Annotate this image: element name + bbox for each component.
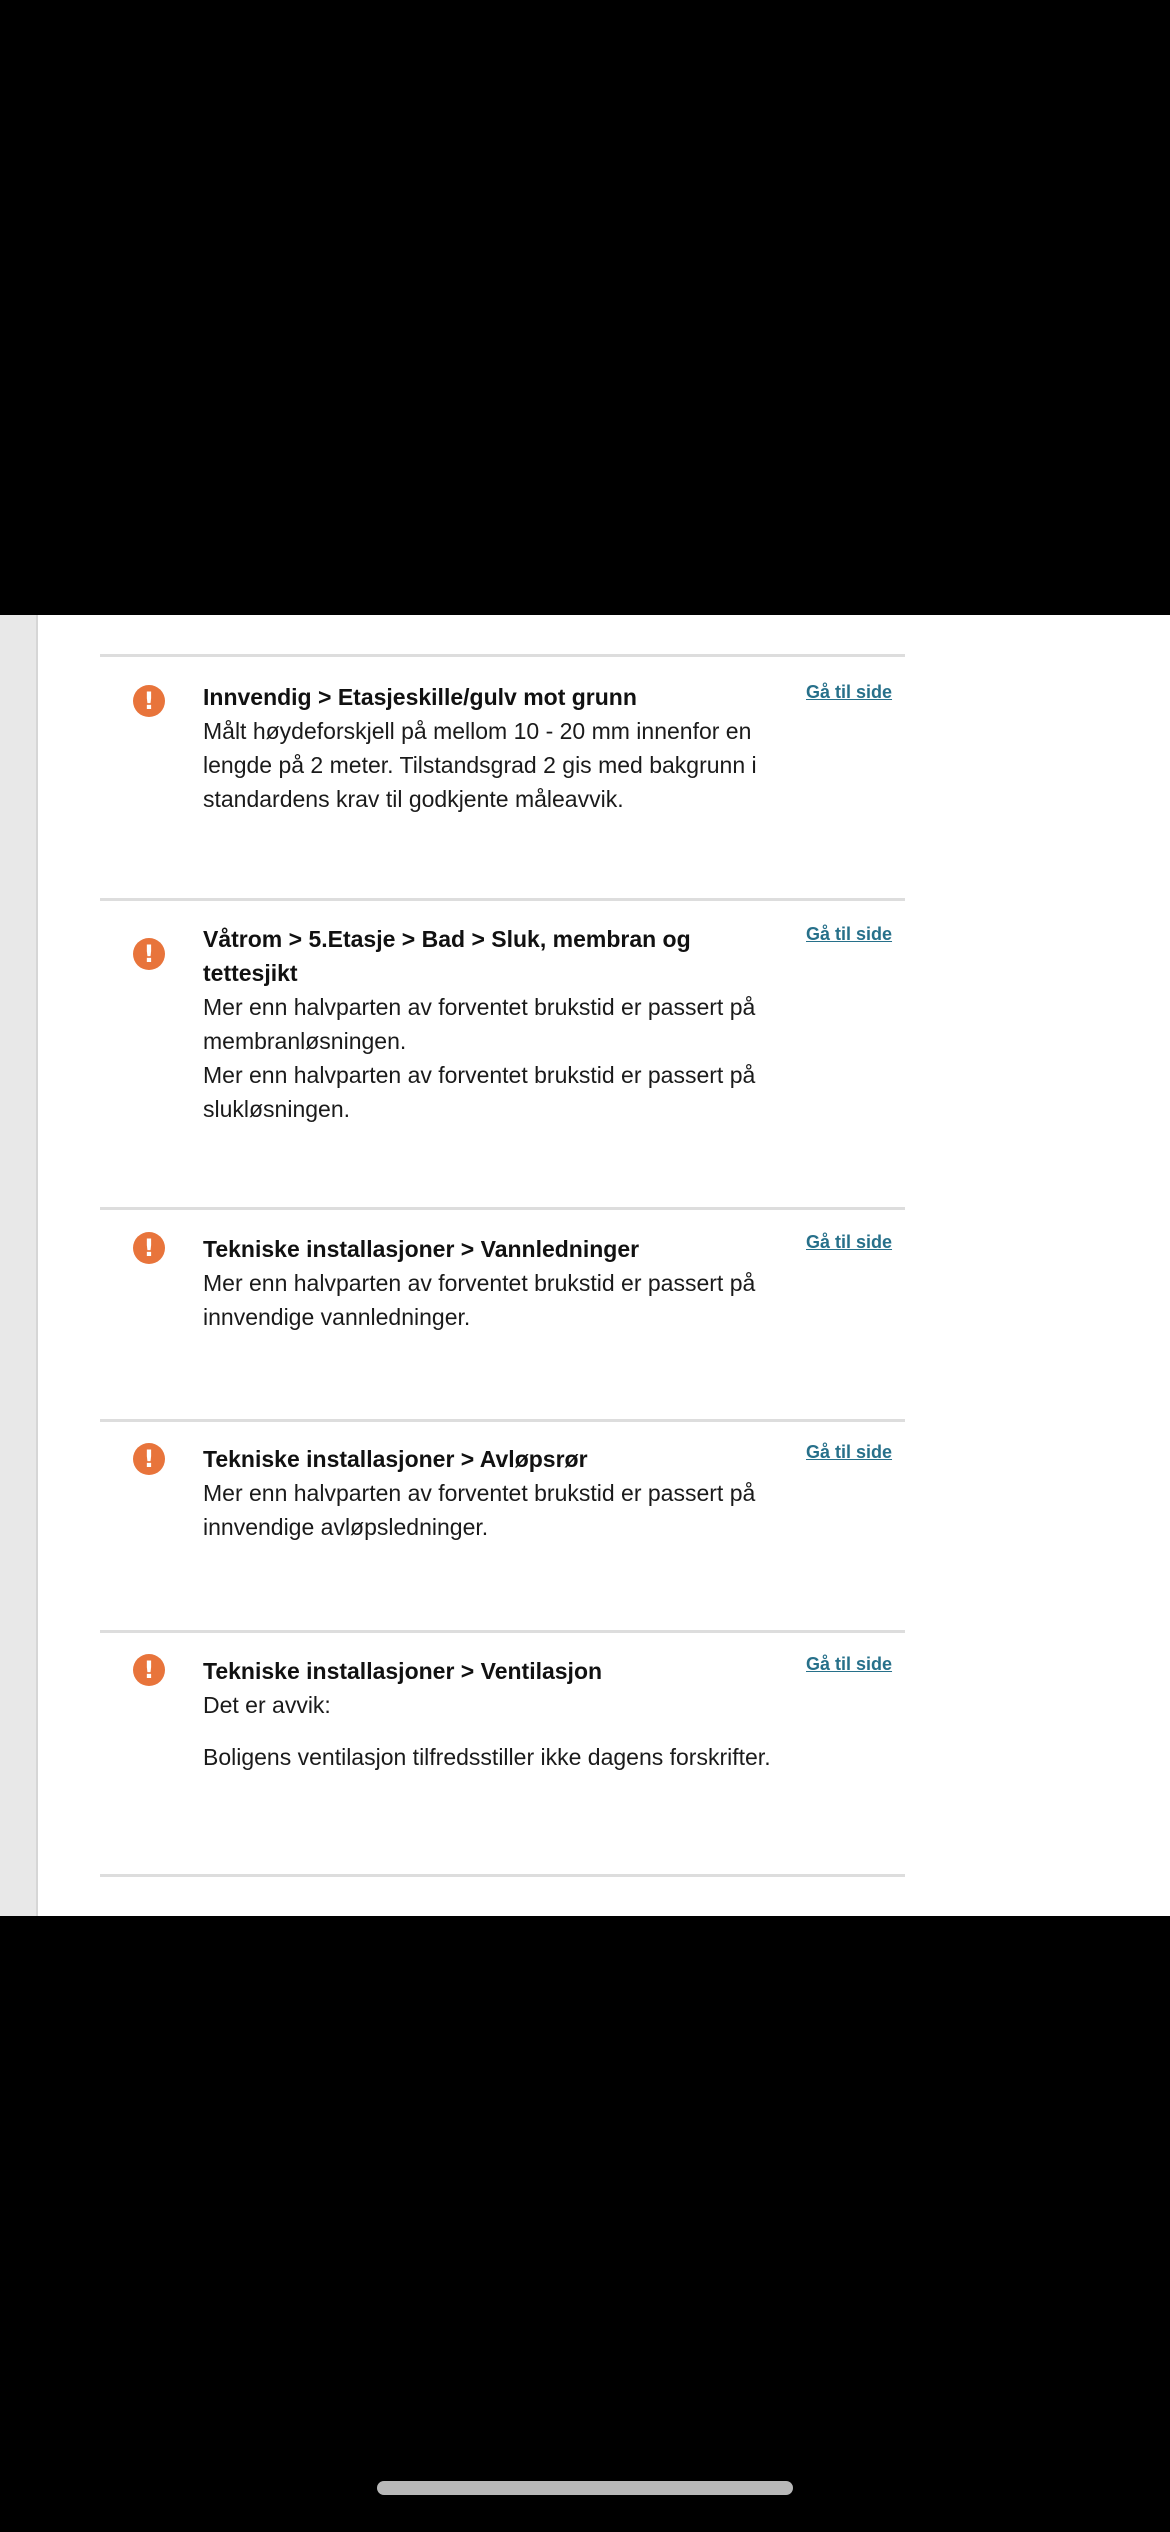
item-text: Mer enn halvparten av forventet brukstid er passert på slukløsningen. [203,1062,756,1122]
divider [100,1419,905,1422]
item-title: Innvendig > Etasjeskille/gulv mot grunn [203,684,637,710]
divider [100,654,905,657]
goto-page-link[interactable]: Gå til side [806,1654,893,1674]
item-text: Mer enn halvparten av forventet brukstid er passert på innvendige vannledninger. [203,1270,756,1330]
home-indicator[interactable] [377,2481,793,2495]
top-black-area [0,0,1170,615]
item-text: Målt høydeforskjell på mellom 10 - 20 mm innenfor en lengde på 2 meter. Tilstandsgrad 2 gis med bakgrunn i standardens krav til godkjente måleavvik. [203,718,757,812]
divider [100,1874,905,1877]
warning-icon: ! [133,1443,165,1475]
warning-icon: ! [133,685,165,717]
goto-page-link[interactable]: Gå til side [806,1232,893,1252]
warning-icon: ! [133,1232,165,1264]
item-title: Våtrom > 5.Etasje > Bad > Sluk, membran og tettesjikt [203,926,691,986]
divider [100,1207,905,1210]
warning-icon: ! [133,1654,165,1686]
item-description [203,714,803,816]
warning-icon: ! [133,938,165,970]
item-text: Boligens ventilasjon tilfredsstiller ikke dagens forskrifter. [203,1744,771,1770]
divider [100,898,905,901]
item-text: Det er avvik: [203,1692,331,1718]
item-description [203,1688,803,1774]
page-left-edge [0,615,38,1916]
item-description [203,990,803,1126]
item-title: Tekniske installasjoner > Ventilasjon [203,1658,603,1684]
goto-page-link[interactable]: Gå til side [806,682,893,702]
item-text: Mer enn halvparten av forventet brukstid er passert på membranløsningen. [203,994,756,1054]
goto-page-link[interactable]: Gå til side [806,1442,893,1462]
document-page [0,615,1170,1916]
item-description [203,1266,803,1334]
item-title: Tekniske installasjoner > Vannledninger [203,1236,640,1262]
item-title: Tekniske installasjoner > Avløpsrør [203,1446,588,1472]
divider [100,1630,905,1633]
goto-page-link[interactable]: Gå til side [806,924,893,944]
item-text: Mer enn halvparten av forventet brukstid er passert på innvendige avløpsledninger. [203,1480,756,1540]
item-description [203,1476,803,1544]
